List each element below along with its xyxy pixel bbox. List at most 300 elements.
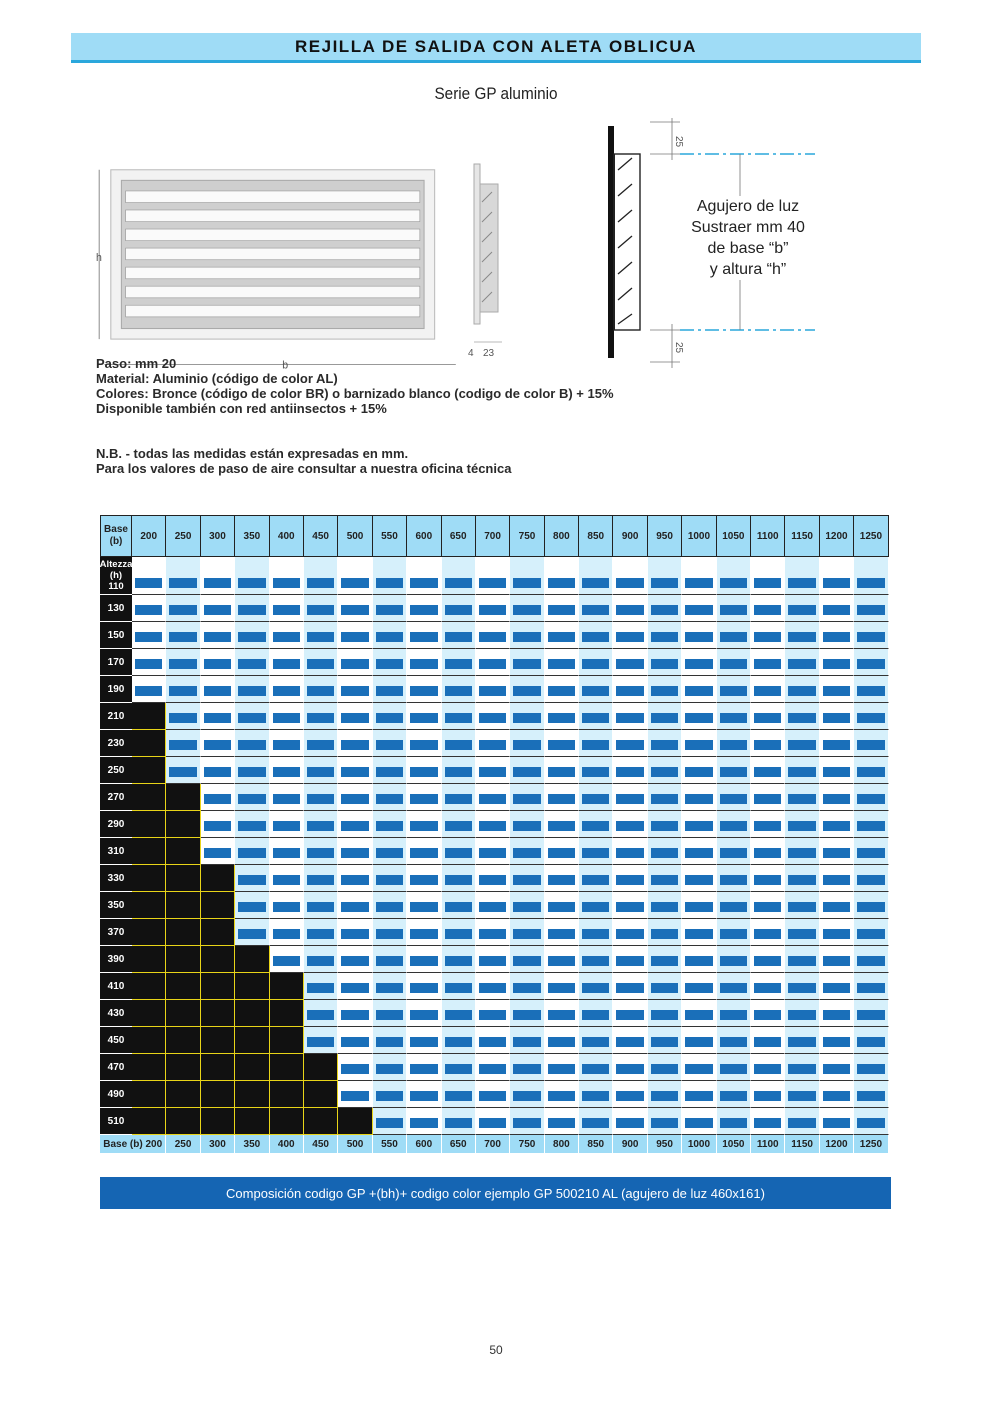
available-marker	[376, 929, 403, 939]
height-row-label: 390	[100, 946, 132, 973]
available-marker	[238, 686, 265, 696]
available-marker	[513, 794, 540, 804]
unavailable-cell	[270, 1054, 304, 1081]
available-marker	[582, 983, 609, 993]
available-size-cell	[579, 892, 613, 919]
available-marker	[788, 659, 815, 669]
available-marker	[307, 929, 334, 939]
available-size-cell	[270, 946, 304, 973]
available-marker	[445, 578, 472, 588]
available-marker	[376, 740, 403, 750]
available-marker	[135, 632, 162, 642]
available-size-cell	[717, 1000, 751, 1027]
available-size-cell	[476, 595, 510, 622]
available-size-cell	[304, 595, 338, 622]
unavailable-cell	[338, 1108, 372, 1135]
available-size-cell	[407, 919, 441, 946]
available-marker	[376, 605, 403, 615]
available-size-cell	[510, 865, 544, 892]
available-marker	[513, 1037, 540, 1047]
available-size-cell	[510, 649, 544, 676]
available-marker	[754, 821, 781, 831]
available-size-cell	[166, 622, 200, 649]
available-marker	[754, 740, 781, 750]
available-size-cell	[648, 730, 682, 757]
available-marker	[720, 929, 747, 939]
available-marker	[341, 956, 368, 966]
available-marker	[238, 848, 265, 858]
available-size-cell	[442, 892, 476, 919]
available-size-cell	[510, 784, 544, 811]
available-marker	[307, 875, 334, 885]
available-size-cell	[407, 1027, 441, 1054]
available-marker	[445, 1064, 472, 1074]
spec-material: Material: Aluminio (código de color AL)	[96, 371, 338, 386]
available-marker	[582, 794, 609, 804]
dim-side-23: 23	[483, 348, 495, 359]
available-size-cell	[579, 703, 613, 730]
available-size-cell	[201, 703, 235, 730]
unavailable-cell	[201, 1054, 235, 1081]
height-row-label: 290	[100, 811, 132, 838]
available-marker	[857, 1064, 884, 1074]
available-size-cell	[545, 1054, 579, 1081]
available-size-cell	[304, 1027, 338, 1054]
available-marker	[273, 740, 300, 750]
available-marker	[616, 659, 643, 669]
available-marker	[788, 767, 815, 777]
available-size-cell	[785, 946, 819, 973]
available-size-cell	[717, 973, 751, 1000]
available-marker	[307, 740, 334, 750]
available-marker	[445, 875, 472, 885]
available-marker	[238, 578, 265, 588]
available-size-cell	[717, 676, 751, 703]
available-marker	[410, 902, 437, 912]
table-row	[100, 730, 890, 757]
available-size-cell	[476, 757, 510, 784]
available-marker	[685, 929, 712, 939]
available-size-cell	[373, 757, 407, 784]
unavailable-cell	[270, 1108, 304, 1135]
available-size-cell	[373, 557, 407, 595]
available-size-cell	[682, 595, 716, 622]
available-size-cell	[235, 838, 269, 865]
available-marker	[307, 848, 334, 858]
available-marker	[445, 848, 472, 858]
base-column-header: 600	[407, 515, 441, 557]
unavailable-cell	[201, 973, 235, 1000]
height-row-label: 350	[100, 892, 132, 919]
available-size-cell	[648, 919, 682, 946]
available-size-cell	[613, 1054, 647, 1081]
table-header-row	[100, 515, 890, 557]
available-marker	[513, 686, 540, 696]
available-marker	[238, 821, 265, 831]
unavailable-cell	[132, 838, 166, 865]
available-marker	[548, 659, 575, 669]
available-size-cell	[613, 1108, 647, 1135]
available-marker	[341, 713, 368, 723]
available-size-cell	[166, 676, 200, 703]
available-marker	[857, 659, 884, 669]
available-marker	[616, 875, 643, 885]
available-marker	[582, 848, 609, 858]
available-size-cell	[510, 1027, 544, 1054]
height-row-label: 490	[100, 1081, 132, 1108]
available-marker	[135, 605, 162, 615]
unavailable-cell	[270, 1081, 304, 1108]
base-footer-value: 750	[510, 1135, 544, 1153]
table-row	[100, 946, 890, 973]
available-marker	[754, 794, 781, 804]
light-opening-note	[674, 196, 822, 280]
available-size-cell	[648, 557, 682, 595]
available-marker	[857, 740, 884, 750]
unavailable-cell	[132, 865, 166, 892]
available-marker	[616, 1064, 643, 1074]
available-size-cell	[682, 919, 716, 946]
available-marker	[651, 1091, 678, 1101]
available-marker	[754, 929, 781, 939]
available-size-cell	[442, 919, 476, 946]
available-marker	[582, 1064, 609, 1074]
available-size-cell	[201, 557, 235, 595]
available-size-cell	[373, 892, 407, 919]
available-marker	[341, 848, 368, 858]
available-marker	[788, 848, 815, 858]
available-marker	[788, 794, 815, 804]
available-marker	[582, 659, 609, 669]
available-size-cell	[682, 1108, 716, 1135]
available-marker	[651, 659, 678, 669]
available-size-cell	[476, 946, 510, 973]
available-size-cell	[682, 703, 716, 730]
available-size-cell	[476, 811, 510, 838]
available-marker	[479, 848, 506, 858]
base-column-header: 300	[201, 515, 235, 557]
available-size-cell	[407, 946, 441, 973]
available-marker	[479, 767, 506, 777]
available-marker	[788, 1118, 815, 1128]
available-size-cell	[407, 838, 441, 865]
available-marker	[548, 605, 575, 615]
available-marker	[238, 929, 265, 939]
available-size-cell	[820, 557, 854, 595]
available-size-cell	[166, 730, 200, 757]
available-marker	[273, 794, 300, 804]
available-size-cell	[338, 676, 372, 703]
available-marker	[788, 875, 815, 885]
available-marker	[273, 632, 300, 642]
available-marker	[616, 983, 643, 993]
composition-banner: Composición codigo GP +(bh)+ codigo color ejemplo GP 500210 AL (agujero de luz 460x161)	[100, 1177, 891, 1209]
available-size-cell	[682, 973, 716, 1000]
available-size-cell	[545, 1081, 579, 1108]
available-marker	[410, 659, 437, 669]
available-size-cell	[854, 1108, 888, 1135]
available-size-cell	[751, 1054, 785, 1081]
available-marker	[445, 929, 472, 939]
available-size-cell	[407, 676, 441, 703]
available-marker	[513, 929, 540, 939]
available-marker	[169, 686, 196, 696]
available-size-cell	[373, 649, 407, 676]
available-size-cell	[785, 757, 819, 784]
available-marker	[857, 821, 884, 831]
available-size-cell	[373, 1000, 407, 1027]
available-size-cell	[476, 676, 510, 703]
available-size-cell	[717, 703, 751, 730]
available-marker	[445, 821, 472, 831]
available-size-cell	[304, 919, 338, 946]
available-size-cell	[407, 892, 441, 919]
base-footer-value: 1000	[682, 1135, 716, 1153]
available-size-cell	[407, 703, 441, 730]
height-row-label: 510	[100, 1108, 132, 1135]
available-marker	[376, 875, 403, 885]
available-marker	[720, 902, 747, 912]
available-size-cell	[579, 865, 613, 892]
available-size-cell	[854, 973, 888, 1000]
available-marker	[548, 767, 575, 777]
available-size-cell	[751, 676, 785, 703]
available-marker	[754, 713, 781, 723]
available-size-cell	[648, 649, 682, 676]
available-marker	[169, 767, 196, 777]
base-column-header: 1000	[682, 515, 716, 557]
available-marker	[823, 983, 850, 993]
unavailable-cell	[132, 1081, 166, 1108]
available-marker	[410, 1118, 437, 1128]
available-size-cell	[717, 757, 751, 784]
available-size-cell	[235, 730, 269, 757]
agujero-line-1: Agujero de luz	[696, 198, 800, 215]
available-size-cell	[785, 784, 819, 811]
available-size-cell	[338, 865, 372, 892]
available-marker	[445, 1010, 472, 1020]
available-marker	[582, 875, 609, 885]
available-size-cell	[235, 622, 269, 649]
available-size-cell	[201, 757, 235, 784]
available-marker	[788, 983, 815, 993]
unavailable-cell	[166, 892, 200, 919]
available-size-cell	[442, 622, 476, 649]
available-size-cell	[304, 757, 338, 784]
available-size-cell	[476, 557, 510, 595]
available-marker	[548, 929, 575, 939]
available-size-cell	[476, 865, 510, 892]
available-size-cell	[442, 838, 476, 865]
height-header-line-2: (h)	[109, 570, 123, 581]
table-row	[100, 973, 890, 1000]
available-marker	[857, 1118, 884, 1128]
unavailable-cell	[166, 919, 200, 946]
available-marker	[376, 956, 403, 966]
available-marker	[754, 875, 781, 885]
available-size-cell	[304, 649, 338, 676]
available-size-cell	[785, 676, 819, 703]
available-size-cell	[785, 1000, 819, 1027]
available-size-cell	[270, 649, 304, 676]
available-marker	[616, 902, 643, 912]
available-size-cell	[510, 1108, 544, 1135]
available-size-cell	[717, 1027, 751, 1054]
available-marker	[685, 956, 712, 966]
available-marker	[169, 740, 196, 750]
unavailable-cell	[235, 1108, 269, 1135]
available-marker	[238, 605, 265, 615]
available-size-cell	[613, 946, 647, 973]
unavailable-cell	[132, 1027, 166, 1054]
available-size-cell	[338, 1081, 372, 1108]
unavailable-cell	[201, 1000, 235, 1027]
available-marker	[857, 632, 884, 642]
unavailable-cell	[235, 973, 269, 1000]
available-size-cell	[201, 649, 235, 676]
available-size-cell	[545, 676, 579, 703]
available-marker	[445, 632, 472, 642]
available-size-cell	[373, 595, 407, 622]
available-marker	[410, 1010, 437, 1020]
available-size-cell	[304, 973, 338, 1000]
available-size-cell	[751, 1027, 785, 1054]
available-size-cell	[613, 919, 647, 946]
available-marker	[410, 740, 437, 750]
available-marker	[788, 605, 815, 615]
available-size-cell	[373, 1081, 407, 1108]
unavailable-cell	[304, 1108, 338, 1135]
available-size-cell	[545, 865, 579, 892]
available-marker	[857, 713, 884, 723]
available-marker	[616, 1118, 643, 1128]
available-size-cell	[579, 1081, 613, 1108]
available-size-cell	[820, 730, 854, 757]
available-size-cell	[201, 811, 235, 838]
available-marker	[376, 659, 403, 669]
available-size-cell	[820, 622, 854, 649]
available-size-cell	[613, 595, 647, 622]
unavailable-cell	[201, 919, 235, 946]
available-size-cell	[442, 784, 476, 811]
available-size-cell	[751, 811, 785, 838]
available-marker	[720, 1037, 747, 1047]
height-value: 110	[108, 581, 124, 592]
available-size-cell	[785, 595, 819, 622]
available-size-cell	[717, 730, 751, 757]
available-size-cell	[682, 676, 716, 703]
available-size-cell	[717, 946, 751, 973]
available-marker	[720, 848, 747, 858]
available-size-cell	[820, 865, 854, 892]
height-row-label: 170	[100, 649, 132, 676]
available-marker	[238, 794, 265, 804]
base-column-header: 500	[338, 515, 372, 557]
available-marker	[479, 605, 506, 615]
available-marker	[479, 956, 506, 966]
available-size-cell	[785, 1054, 819, 1081]
height-row-label: 470	[100, 1054, 132, 1081]
available-marker	[341, 929, 368, 939]
table-row	[100, 784, 890, 811]
available-marker	[548, 1064, 575, 1074]
available-marker	[273, 821, 300, 831]
available-size-cell	[613, 1081, 647, 1108]
available-size-cell	[510, 757, 544, 784]
available-size-cell	[682, 730, 716, 757]
height-row-label: 410	[100, 973, 132, 1000]
available-marker	[341, 605, 368, 615]
available-size-cell	[682, 757, 716, 784]
available-marker	[823, 767, 850, 777]
available-size-cell	[270, 784, 304, 811]
base-column-header: 250	[166, 515, 200, 557]
available-marker	[651, 848, 678, 858]
available-marker	[788, 1037, 815, 1047]
available-size-cell	[510, 1081, 544, 1108]
available-marker	[410, 1037, 437, 1047]
available-marker	[582, 1091, 609, 1101]
height-row-label: 210	[100, 703, 132, 730]
available-marker	[376, 1037, 403, 1047]
available-size-cell	[373, 703, 407, 730]
available-size-cell	[338, 946, 372, 973]
available-size-cell	[476, 649, 510, 676]
available-size-cell	[751, 622, 785, 649]
available-size-cell	[820, 973, 854, 1000]
height-row-label: 430	[100, 1000, 132, 1027]
available-marker	[273, 956, 300, 966]
available-marker	[685, 1037, 712, 1047]
available-marker	[823, 1064, 850, 1074]
available-size-cell	[785, 1027, 819, 1054]
available-size-cell	[717, 892, 751, 919]
available-marker	[685, 875, 712, 885]
table-row	[100, 1081, 890, 1108]
available-size-cell	[442, 865, 476, 892]
available-marker	[823, 686, 850, 696]
available-marker	[410, 578, 437, 588]
unavailable-cell	[304, 1054, 338, 1081]
available-marker	[341, 821, 368, 831]
available-size-cell	[682, 1054, 716, 1081]
available-size-cell	[373, 730, 407, 757]
available-marker	[273, 875, 300, 885]
base-footer-value: 1150	[785, 1135, 819, 1153]
available-size-cell	[338, 649, 372, 676]
available-marker	[685, 740, 712, 750]
available-marker	[754, 578, 781, 588]
available-marker	[616, 929, 643, 939]
unavailable-cell	[201, 865, 235, 892]
available-size-cell	[717, 811, 751, 838]
available-size-cell	[407, 730, 441, 757]
available-size-cell	[338, 784, 372, 811]
available-marker	[754, 1091, 781, 1101]
available-size-cell	[304, 730, 338, 757]
available-size-cell	[751, 595, 785, 622]
table-row	[100, 811, 890, 838]
available-marker	[479, 713, 506, 723]
available-marker	[341, 983, 368, 993]
available-size-cell	[579, 1108, 613, 1135]
available-size-cell	[854, 946, 888, 973]
available-marker	[513, 1091, 540, 1101]
available-marker	[823, 956, 850, 966]
available-size-cell	[338, 973, 372, 1000]
available-size-cell	[407, 557, 441, 595]
available-marker	[135, 686, 162, 696]
